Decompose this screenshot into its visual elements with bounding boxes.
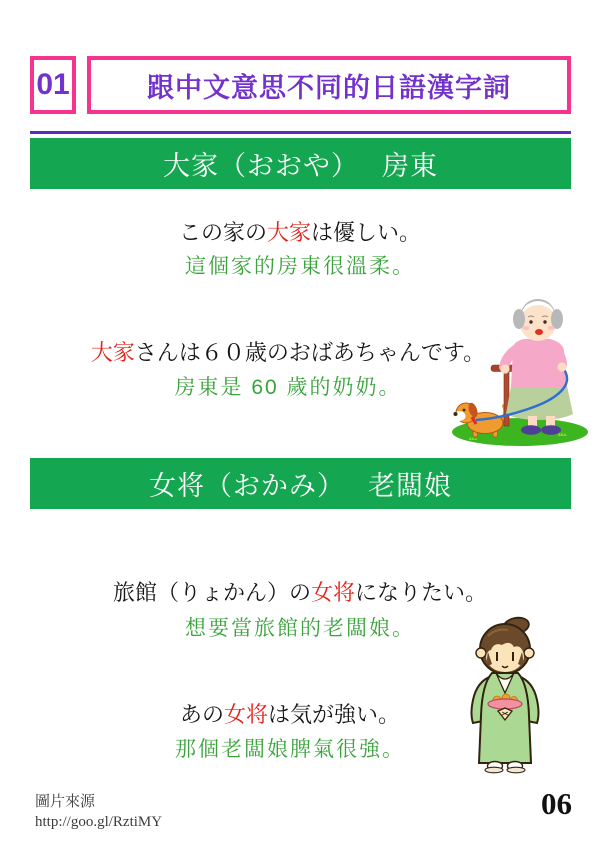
lesson-number-box xyxy=(30,56,76,114)
okami-woman xyxy=(472,616,539,773)
image-credit xyxy=(35,792,162,833)
kimono-proprietress-illustration xyxy=(442,616,572,776)
skirt xyxy=(506,386,573,420)
example-translation-zh: 這個家的房東很溫柔。 xyxy=(185,255,415,278)
page-title: 跟中文意思不同的日語漢字詞 xyxy=(147,72,511,103)
section-banner-ooya xyxy=(30,138,571,189)
jp-keyword: 女将 xyxy=(310,580,355,605)
jp-keyword: 女将 xyxy=(223,702,268,727)
page-title-box xyxy=(87,56,571,114)
jp-text: は気が強い。 xyxy=(268,702,401,727)
section-banner-text: 女将（おかみ） 老闆娘 xyxy=(148,471,452,501)
face xyxy=(520,305,556,341)
section-banner-text: 大家（おおや） 房東 xyxy=(162,151,438,181)
example-translation-zh: 那個老闆娘脾氣很強。 xyxy=(175,738,405,761)
jp-text: さんは６０歳のおばあちゃんです。 xyxy=(134,340,486,365)
image-credit-label: 圖片來源 xyxy=(35,794,96,810)
example-sentence-jp xyxy=(0,216,600,247)
jp-text: 旅館（りょかん）の xyxy=(112,580,311,605)
jp-text: この家の xyxy=(178,220,267,245)
image-credit-url: http://goo.gl/RztiMY xyxy=(35,814,163,831)
example-translation-zh: 房東是 60 歲的奶奶。 xyxy=(174,376,402,399)
hand xyxy=(500,364,509,373)
example-sentence-jp xyxy=(0,576,600,607)
grandma-walking-dog-illustration xyxy=(445,290,595,450)
jp-text: になりたい。 xyxy=(355,580,488,605)
lesson-number: 01 xyxy=(36,68,70,101)
jp-text: は優しい。 xyxy=(311,220,422,245)
page-number: 06 xyxy=(541,786,572,821)
header-divider xyxy=(30,131,571,134)
hand xyxy=(557,362,566,371)
example-translation-zh: 想要當旅館的老闆娘。 xyxy=(185,617,415,640)
jp-keyword: 大家 xyxy=(266,220,311,245)
section-banner-okami xyxy=(30,458,571,509)
jp-keyword: 大家 xyxy=(90,340,135,365)
jp-text: あの xyxy=(179,702,224,727)
